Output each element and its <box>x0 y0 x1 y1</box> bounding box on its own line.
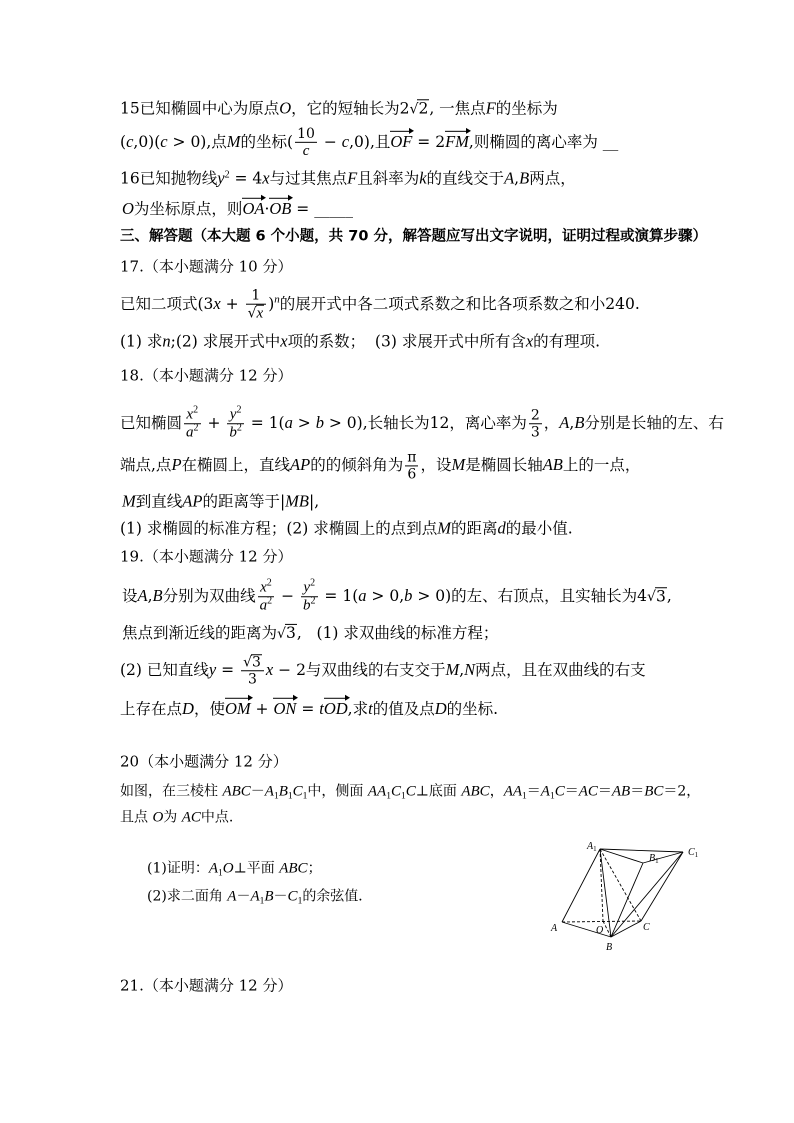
label-letter: A <box>587 841 594 852</box>
fraction <box>405 449 418 482</box>
math-variable: b <box>404 586 413 605</box>
edge-a-b <box>562 922 611 937</box>
math-variable: B <box>519 168 530 188</box>
text-run: (1) 求 <box>120 332 163 351</box>
math-variable: x <box>262 168 270 188</box>
fraction-numerator: 10 <box>297 125 315 142</box>
text-run: , (1) 求双曲线的标准方程； <box>296 623 499 642</box>
math-variable: F <box>485 98 496 118</box>
math-variable: D <box>434 698 447 718</box>
math-variable: C <box>390 783 401 800</box>
text-run: (1)证明： <box>147 860 209 877</box>
text-run: 中点. <box>200 809 234 826</box>
text-run: ( <box>120 133 127 151</box>
math-variable: a <box>259 597 268 614</box>
text-run: ;(2) 求展开式中 <box>170 332 281 351</box>
edge-b-b1 <box>611 863 643 937</box>
math-variable: A <box>504 168 515 188</box>
fraction <box>246 288 267 323</box>
vector: OA <box>242 198 265 218</box>
math-variable: y <box>208 660 217 680</box>
text-run: 分别为双曲线 <box>162 587 256 605</box>
text-run: 的有理项. <box>533 332 601 351</box>
text-run: 与过其焦点 <box>269 169 348 188</box>
text-run: 为坐标原点，则 <box>133 199 243 218</box>
q20-part-1 <box>147 859 322 879</box>
math-variable: a <box>358 586 367 605</box>
hidden-edge-a-c <box>562 921 641 922</box>
text-run: 的余弦值． <box>302 888 373 905</box>
math-variable: C <box>405 783 416 800</box>
text-run: 的坐标( <box>240 133 294 151</box>
math-variable: A <box>208 860 219 877</box>
q17-line-2 <box>120 330 600 351</box>
text-run: ， <box>543 414 560 432</box>
text-run: > 0)的左、右顶点，且实轴长为4 <box>412 587 648 605</box>
edge-a-a1 <box>562 849 600 922</box>
fraction-denominator: 6 <box>407 466 417 483</box>
section-heading: 三、解答题（本大题 6 个小题，共 70 分，解答题应写出文字说明，证明过程或演算步骤） <box>120 228 707 245</box>
text-run: 如图，在三棱柱 <box>120 783 223 800</box>
superscript: 2 <box>236 422 242 434</box>
fraction-denominator: 3 <box>248 671 257 688</box>
edge-a1-b1 <box>600 849 643 863</box>
math-variable: B <box>152 586 163 605</box>
math-variable: x <box>265 660 274 680</box>
text-run: 项的系数； (3) 求展开式中所有含 <box>287 332 526 351</box>
math-variable: A <box>264 783 274 800</box>
text-run: ，它的短轴长为2 <box>291 99 410 118</box>
text-run: 的距离 <box>451 519 498 538</box>
text-run: 端点,点 <box>120 456 172 474</box>
math-variable: ABC <box>279 860 308 877</box>
q20-line-2 <box>120 808 233 828</box>
math-variable: b <box>229 424 237 441</box>
math-variable: B <box>264 888 274 905</box>
math-variable: x <box>280 331 288 351</box>
radical-sign: √ <box>409 101 419 118</box>
edge-a1-c1 <box>600 849 683 852</box>
vector: ON <box>273 698 297 718</box>
label-a: A <box>551 923 558 934</box>
text-run: 的值及点 <box>372 699 435 718</box>
math-variable: t <box>319 698 324 718</box>
superscript: 2 <box>224 169 230 181</box>
math-variable: D <box>182 698 194 718</box>
text-run: > 0),点 <box>167 133 227 151</box>
math-variable: MB <box>285 491 309 511</box>
text-run: > <box>292 414 316 432</box>
fraction-denominator <box>246 305 267 323</box>
label-b1 <box>649 853 659 865</box>
fraction-numerator: 2 <box>530 407 540 424</box>
subscript: 1 <box>259 896 265 907</box>
subscript: 1 <box>287 791 293 802</box>
q19-line-3 <box>120 654 646 687</box>
text-run: 中，侧面 <box>307 783 368 800</box>
math-variable: a <box>186 424 194 441</box>
math-variable: A <box>540 783 550 800</box>
q18-line-3 <box>122 490 319 511</box>
math-variable: N <box>464 660 476 680</box>
text-run: , 一焦点 <box>429 99 486 118</box>
text-run: 15已知椭圆中心为原点 <box>120 99 280 118</box>
fraction <box>241 654 264 687</box>
text-run: , <box>147 587 153 605</box>
text-run: ⊥底面 <box>415 783 462 800</box>
q16-line-1 <box>120 167 576 188</box>
vector: OM <box>224 698 251 718</box>
text-run: 的距离等于| <box>202 492 286 511</box>
text-run: 的的倾斜角为 <box>310 456 404 474</box>
hidden-segment-a1-c <box>600 849 641 921</box>
math-variable: A <box>227 888 237 905</box>
text-run: + <box>250 699 274 718</box>
fraction <box>529 407 542 440</box>
text-run: > 0, <box>366 587 405 605</box>
subscript: 1 <box>400 791 406 802</box>
text-run: 是椭圆长轴 <box>465 456 543 474</box>
subscript: 1 <box>297 896 303 907</box>
math-variable: n <box>162 331 171 351</box>
q18-title: 18.（本小题满分 12 分） <box>120 366 293 385</box>
subscript: 1 <box>549 791 555 802</box>
math-variable: x <box>525 331 534 351</box>
text-run: = 1( <box>245 414 285 432</box>
text-run: 到直线 <box>135 492 183 511</box>
math-variable: P <box>171 455 182 474</box>
label-c1 <box>688 847 699 859</box>
text-run: = _____ <box>291 199 353 218</box>
math-variable: y <box>303 579 311 596</box>
math-variable: AA <box>503 783 523 800</box>
text-run: ＝ <box>564 783 579 800</box>
superscript: 2 <box>266 577 272 589</box>
text-run: 的直线交于 <box>426 169 505 188</box>
q20-title: 20（本小题满分 12 分） <box>120 752 288 771</box>
q18-line-1 <box>120 406 724 442</box>
subscript: 1 <box>522 791 527 802</box>
text-run: = <box>216 661 240 680</box>
superscript: 2 <box>236 404 242 416</box>
math-variable: AA <box>367 783 387 800</box>
text-run: 的坐标. <box>446 699 499 718</box>
radical-sign: √ <box>277 625 286 642</box>
math-variable: ABC <box>461 783 490 800</box>
text-run: ,求 <box>347 699 369 718</box>
prism-figure <box>540 835 710 955</box>
text-run: ,则椭圆的离心率为 __ <box>468 133 619 151</box>
math-variable: M <box>122 491 136 511</box>
math-variable: AP <box>182 491 203 511</box>
text-run: , <box>459 661 465 680</box>
edge-c-c1 <box>641 852 683 921</box>
math-variable: x <box>260 579 267 596</box>
text-run: ＝ <box>630 783 645 800</box>
text-run: 且点 <box>120 809 153 826</box>
text-run: ； <box>307 860 322 877</box>
text-run: － <box>250 783 265 800</box>
text-run: － <box>273 888 288 905</box>
q16-line-2 <box>122 195 353 219</box>
text-run: 设 <box>122 587 138 605</box>
label-letter: B <box>649 853 656 864</box>
radicand: 2 <box>418 99 429 118</box>
text-run: 为 <box>163 809 182 826</box>
text-run: 且斜率为 <box>357 169 420 188</box>
radical-sign: √ <box>243 654 252 671</box>
math-variable: BC <box>644 783 664 800</box>
math-variable: x <box>213 294 221 313</box>
text-run: 已知椭圆 <box>120 414 183 432</box>
math-variable: a <box>284 413 293 432</box>
math-variable: O <box>152 809 164 826</box>
text-run: (1) 求椭圆的标准方程；(2) 求椭圆上的点到点 <box>120 519 438 538</box>
vector: OD <box>323 698 348 718</box>
fraction <box>295 126 317 160</box>
math-variable: ABC <box>222 783 251 800</box>
text-run: > 0),长轴长为12，离心率为 <box>323 414 527 432</box>
math-variable: O <box>279 98 292 118</box>
edge-b-c <box>611 921 641 937</box>
q20-line-1 <box>120 782 700 802</box>
label-b: B <box>606 942 613 953</box>
fraction-denominator <box>301 595 318 615</box>
text-run: + <box>220 295 244 313</box>
radical-sign: √ <box>247 305 257 322</box>
fraction <box>184 406 201 442</box>
text-run: ⊥平面 <box>233 860 280 877</box>
vector: OB <box>269 198 292 218</box>
math-variable: A <box>559 413 570 432</box>
superscript: 2 <box>267 595 273 607</box>
text-run: 在椭圆上，直线 <box>181 456 291 474</box>
text-run: ＝ <box>597 783 612 800</box>
radical-sign: √ <box>647 589 656 605</box>
text-run: (2) 已知直线 <box>120 661 209 680</box>
math-variable: A <box>250 888 260 905</box>
subscript: 1 <box>273 791 279 802</box>
text-run: ＝2， <box>663 783 701 800</box>
text-run: − 2与双曲线的右支交于 <box>273 661 446 680</box>
text-run: , <box>666 587 672 605</box>
math-variable: t <box>368 698 373 718</box>
text-run: ，设 <box>420 456 452 474</box>
math-variable: C <box>292 783 303 800</box>
subscript: 1 <box>218 868 223 879</box>
radicand: 3 <box>655 587 666 605</box>
math-variable: y <box>229 406 237 423</box>
math-variable: b <box>303 597 311 614</box>
q18-line-2 <box>120 449 640 482</box>
math-variable: d <box>497 518 506 538</box>
math-variable: O <box>122 198 134 218</box>
fraction <box>227 406 244 442</box>
fraction-denominator <box>184 422 201 442</box>
superscript: 2 <box>193 404 199 416</box>
label-subscript: 1 <box>593 845 597 853</box>
math-variable: A <box>137 586 148 605</box>
text-run: ,0)( <box>133 133 161 151</box>
text-run: 两点，且在双曲线的右支 <box>475 661 646 680</box>
fraction-numerator: 1 <box>246 288 267 305</box>
math-variable: C <box>554 783 565 800</box>
math-variable: B <box>278 783 288 800</box>
text-run: － <box>236 888 251 905</box>
q21-title: 21.（本小题满分 12 分） <box>120 976 293 995</box>
math-variable: AP <box>290 455 311 474</box>
math-variable: M <box>437 518 452 538</box>
text-run: ＝ <box>526 783 541 800</box>
fraction-denominator: c <box>302 142 310 159</box>
segment-a1-b <box>600 849 611 937</box>
label-subscript: 1 <box>694 851 699 859</box>
text-run: |, <box>309 492 320 511</box>
math-variable: c <box>341 132 350 151</box>
text-run: + <box>202 414 226 432</box>
label-o: O <box>596 925 604 936</box>
q19-line-4 <box>120 695 498 719</box>
text-run: = <box>296 699 320 718</box>
q19-line-1 <box>122 579 672 615</box>
math-variable: AC <box>578 783 598 800</box>
text-run: 两点， <box>529 169 576 188</box>
math-variable: C <box>287 888 298 905</box>
label-a1 <box>586 841 597 853</box>
fraction-denominator <box>227 422 244 442</box>
fraction <box>301 579 318 615</box>
q19-title: 19.（本小题满分 12 分） <box>120 547 293 566</box>
text-run: 分别是长轴的左、右 <box>584 414 724 432</box>
superscript: 2 <box>310 595 316 607</box>
math-variable: b <box>315 413 324 432</box>
vector: FM <box>445 132 469 151</box>
vector: OF <box>390 132 413 151</box>
math-variable: M <box>451 455 466 474</box>
fraction-denominator: 3 <box>530 424 540 441</box>
superscript: 2 <box>193 422 199 434</box>
text-run: = 2 <box>412 133 446 151</box>
text-run: − <box>318 133 342 151</box>
radicand: 3 <box>251 654 261 671</box>
text-run: 的最小值. <box>505 519 573 538</box>
q15-line-1 <box>120 97 558 118</box>
fraction-numerator: π <box>407 449 417 466</box>
fraction-numerator <box>241 654 264 671</box>
text-run: 的展开式中各二项式系数之和比各项系数之和小240. <box>279 295 640 313</box>
superscript: 2 <box>310 577 316 589</box>
text-run: , <box>514 169 520 188</box>
q15-line-2 <box>120 126 618 160</box>
label-c: C <box>643 922 650 933</box>
math-variable: x <box>186 406 194 423</box>
math-variable: k <box>419 168 427 188</box>
q19-line-2 <box>122 623 498 643</box>
text-run: 已知二项式(3 <box>120 295 214 313</box>
q20-part-2 <box>147 887 372 907</box>
text-run: , <box>569 414 575 432</box>
text-run: 的坐标为 <box>495 99 558 118</box>
text-run: 上的一点， <box>562 456 641 474</box>
label-letter: C <box>688 847 695 858</box>
radicand: 3 <box>285 623 296 642</box>
math-variable: B <box>574 413 585 432</box>
text-run: 16已知抛物线 <box>120 169 218 188</box>
text-run: ,0),且 <box>349 133 391 151</box>
math-variable: AC <box>181 809 201 826</box>
text-run: ， <box>489 783 504 800</box>
q17-line-1 <box>120 288 640 323</box>
text-run: = 1( <box>319 587 359 605</box>
radicand: x <box>256 305 264 322</box>
text-run: (2)求二面角 <box>147 888 228 905</box>
math-variable: F <box>347 168 358 188</box>
math-variable: y <box>217 168 225 188</box>
superscript: n <box>274 293 280 306</box>
q18-line-4 <box>120 517 573 538</box>
text-run: = 4 <box>229 169 263 188</box>
q17-title: 17.（本小题满分 10 分） <box>120 257 293 276</box>
text-run: − <box>276 587 299 605</box>
fraction <box>258 579 275 615</box>
label-subscript: 1 <box>655 857 659 865</box>
text-run: 焦点到渐近线的距离为 <box>122 623 278 642</box>
text-run: · <box>264 199 270 218</box>
math-variable: c <box>160 132 168 151</box>
fraction-denominator <box>258 595 275 615</box>
text-run: ，使 <box>193 699 225 718</box>
math-variable: M <box>445 660 460 680</box>
math-variable: AB <box>611 783 631 800</box>
math-variable: c <box>126 132 134 151</box>
text-run: ) <box>268 295 275 313</box>
math-variable: M <box>226 132 241 151</box>
subscript: 1 <box>302 791 308 802</box>
text-run: 上存在点 <box>120 699 183 718</box>
subscript: 1 <box>386 791 391 802</box>
math-variable: AB <box>542 455 563 474</box>
math-variable: O <box>222 860 234 877</box>
